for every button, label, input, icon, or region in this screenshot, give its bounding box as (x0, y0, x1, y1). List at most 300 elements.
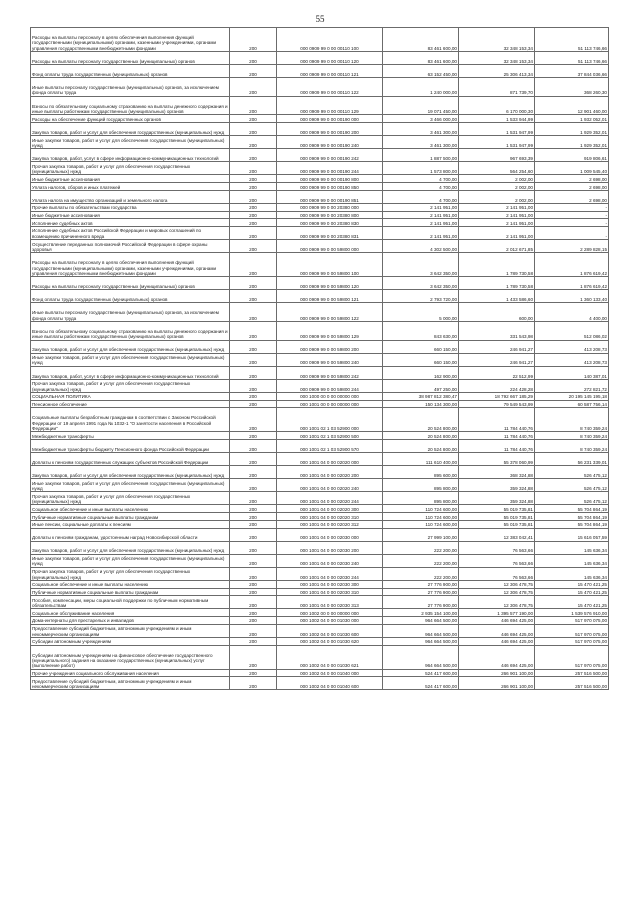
row-budget-code: 000 0909 99 0 00 59800 129 (277, 321, 383, 340)
row-budget-code: 000 0909 99 0 00 59800 200 (277, 340, 383, 353)
row-approved-amount: 20 524 800,00 (383, 408, 459, 432)
row-budget-code: 000 0909 99 0 00 59800 120 (277, 277, 383, 290)
row-remaining-amount: 60 587 756,14 (535, 400, 609, 408)
row-name: Иные выплаты персоналу государственных (муниципальных) органов, за исключением фонда оплаты труда (31, 303, 230, 322)
row-budget-code: 000 1001 04 0 00 02030 300 (277, 580, 383, 588)
row-line-code: 200 (230, 340, 277, 353)
row-name: Предоставление субсидий бюджетным, автономным учреждениям и иным некоммерческим организациям (31, 677, 230, 690)
row-remaining-amount: 272 821,72 (535, 379, 609, 392)
row-executed-amount: 25 306 413,34 (459, 65, 535, 78)
row-executed-amount: 55 019 735,81 (459, 520, 535, 528)
row-name: Закупка товаров, работ и услуг для обеспечения государственных (муниципальных) нужд (31, 123, 230, 136)
row-approved-amount: 4 700,00 (383, 175, 459, 183)
row-budget-code: 000 0909 99 0 00 59800 000 (277, 240, 383, 253)
table-row (31, 321, 609, 340)
budget-table (30, 27, 609, 690)
row-line-code: 200 (230, 588, 277, 596)
row-executed-amount: 224 428,28 (459, 379, 535, 392)
row-remaining-amount: - (535, 211, 609, 219)
row-line-code: 200 (230, 513, 277, 521)
row-line-code: 200 (230, 669, 277, 677)
row-name: Межбюджетные трансферты (31, 432, 230, 440)
row-executed-amount: 12 306 478,75 (459, 580, 535, 588)
row-remaining-amount: 145 636,34 (535, 554, 609, 567)
table-row (31, 366, 609, 379)
row-line-code: 200 (230, 96, 277, 115)
row-name: Исполнение судебных актов (31, 219, 230, 227)
row-name: Расходы на обеспечение функций государственных органов (31, 115, 230, 123)
row-executed-amount: 76 563,66 (459, 554, 535, 567)
row-approved-amount: 895 600,00 (383, 466, 459, 479)
row-budget-code: 000 1002 04 0 00 01030 621 (277, 645, 383, 669)
row-remaining-amount: 2 698,00 (535, 183, 609, 191)
table-row (31, 400, 609, 408)
row-line-code: 200 (230, 439, 277, 452)
row-remaining-amount: 1 932 052,01 (535, 115, 609, 123)
row-approved-amount: 660 150,00 (383, 340, 459, 353)
row-remaining-amount: 517 970 075,00 (535, 624, 609, 637)
row-remaining-amount: 2 698,00 (535, 190, 609, 203)
row-name: Закупка товаров, работ и услуг для обеспечения государственных (муниципальных) нужд (31, 466, 230, 479)
row-executed-amount: 11 784 440,76 (459, 439, 535, 452)
row-line-code: 200 (230, 211, 277, 219)
row-approved-amount: 964 664 500,00 (383, 617, 459, 625)
row-approved-amount: 1 240 000,00 (383, 78, 459, 97)
table-row (31, 554, 609, 567)
row-name: Уплата налогов, сборов и иных платежей (31, 183, 230, 191)
row-approved-amount: 2 141 951,00 (383, 211, 459, 219)
row-budget-code: 000 1001 04 0 00 02020 000 (277, 453, 383, 466)
row-approved-amount: 222 200,00 (383, 541, 459, 554)
row-budget-code: 000 0909 99 0 00 00110 129 (277, 96, 383, 115)
row-line-code: 200 (230, 541, 277, 554)
table-row (31, 677, 609, 690)
table-row (31, 123, 609, 136)
row-line-code: 200 (230, 136, 277, 149)
row-line-code: 200 (230, 353, 277, 366)
row-budget-code: 000 1002 04 0 00 01030 600 (277, 624, 383, 637)
row-name: Фонд оплаты труда государственных (муниципальных) органов (31, 290, 230, 303)
row-line-code: 200 (230, 492, 277, 505)
row-budget-code: 000 0909 99 0 00 20380 830 (277, 219, 383, 227)
row-approved-amount: 110 724 600,00 (383, 505, 459, 513)
row-name: Расходы на выплаты персоналу в целях обеспечения выполнения функций государственными (муниципальными) органами, казенными учреждениями, органами управления государственными внебюджетными фондами (31, 28, 230, 52)
row-remaining-amount: 15 470 421,25 (535, 588, 609, 596)
row-executed-amount: 266 901 100,00 (459, 677, 535, 690)
table-row (31, 65, 609, 78)
table-row (31, 596, 609, 609)
row-name: Доплаты к пенсиям гражданам, удостоенным наград Новосибирской области (31, 528, 230, 541)
row-approved-amount: 38 987 812 380,47 (383, 392, 459, 400)
row-executed-amount: 246 941,27 (459, 340, 535, 353)
table-row (31, 637, 609, 645)
table-row (31, 645, 609, 669)
row-name: Публичные нормативные социальные выплаты гражданам (31, 588, 230, 596)
row-budget-code: 000 1002 04 0 00 01030 620 (277, 637, 383, 645)
table-row (31, 52, 609, 65)
row-approved-amount: 3 642 350,00 (383, 277, 459, 290)
row-approved-amount: 497 250,00 (383, 379, 459, 392)
row-executed-amount: 600,00 (459, 303, 535, 322)
row-budget-code: 000 1002 00 0 00 00000 000 (277, 609, 383, 617)
row-approved-amount: 110 724 600,00 (383, 513, 459, 521)
row-line-code: 200 (230, 408, 277, 432)
table-row (31, 520, 609, 528)
row-line-code: 200 (230, 677, 277, 690)
table-row (31, 588, 609, 596)
table-row (31, 115, 609, 123)
row-name: Фонд оплаты труда государственных (муниципальных) органов (31, 65, 230, 78)
row-executed-amount: 246 941,27 (459, 353, 535, 366)
row-budget-code: 000 1001 02 1 03 52900 570 (277, 439, 383, 452)
row-line-code: 200 (230, 123, 277, 136)
row-line-code: 200 (230, 240, 277, 253)
row-name: Публичные нормативные социальные выплаты гражданам (31, 513, 230, 521)
row-executed-amount: 1 433 586,60 (459, 290, 535, 303)
row-budget-code: 000 1002 04 0 00 01040 000 (277, 669, 383, 677)
row-remaining-amount: 1 929 352,01 (535, 123, 609, 136)
row-budget-code: 000 1001 04 0 00 02020 240 (277, 479, 383, 492)
table-row (31, 528, 609, 541)
row-remaining-amount: 517 970 075,00 (535, 617, 609, 625)
table-row (31, 392, 609, 400)
row-approved-amount: 2 793 720,00 (383, 290, 459, 303)
row-budget-code: 000 1000 00 0 00 00000 000 (277, 392, 383, 400)
table-row (31, 567, 609, 580)
row-approved-amount: 895 800,00 (383, 479, 459, 492)
row-line-code: 200 (230, 624, 277, 637)
row-remaining-amount: 1 360 133,40 (535, 290, 609, 303)
row-name: Социальное обслуживание населения (31, 609, 230, 617)
row-name: Пособия, компенсации, меры социальной поддержки по публичным нормативным обязательствам (31, 596, 230, 609)
row-line-code: 200 (230, 175, 277, 183)
row-budget-code: 000 0909 99 0 00 59800 100 (277, 253, 383, 277)
row-executed-amount: 359 324,88 (459, 492, 535, 505)
row-name: Социальные выплаты безработным гражданам в соответствии с Законом Российской Федерации от 19 апреля 1991 года № 1032-1 "О занятости населения в Российской Федерации" (31, 408, 230, 432)
row-budget-code: 000 1001 04 0 00 02020 310 (277, 513, 383, 521)
row-name: Субсидии автономным учреждениям (31, 637, 230, 645)
row-executed-amount: 12 306 478,75 (459, 596, 535, 609)
table-row (31, 290, 609, 303)
row-name: Прочая закупка товаров, работ и услуг для обеспечения государственных (муниципальных) нужд (31, 379, 230, 392)
table-row (31, 541, 609, 554)
table-row (31, 253, 609, 277)
row-name: Иные бюджетные ассигнования (31, 175, 230, 183)
row-executed-amount: 2 141 951,00 (459, 226, 535, 239)
row-name: Доплаты к пенсиям государственных служащих субъектов Российской Федерации (31, 453, 230, 466)
row-remaining-amount: 413 208,73 (535, 340, 609, 353)
row-name: Социальное обеспечение и иные выплаты населению (31, 505, 230, 513)
row-approved-amount: 5 000,00 (383, 303, 459, 322)
table-row (31, 211, 609, 219)
row-executed-amount: 564 254,60 (459, 162, 535, 175)
row-budget-code: 000 1001 04 0 00 02020 312 (277, 520, 383, 528)
row-executed-amount: 76 563,66 (459, 541, 535, 554)
row-budget-code: 000 0909 99 0 00 59800 242 (277, 366, 383, 379)
row-budget-code: 000 1001 04 0 00 02030 000 (277, 528, 383, 541)
row-name: Закупка товаров, работ и услуг для обеспечения государственных (муниципальных) нужд (31, 541, 230, 554)
row-approved-amount: 964 664 500,00 (383, 624, 459, 637)
table-row (31, 190, 609, 203)
row-executed-amount: 2 002,00 (459, 183, 535, 191)
budget-table-body (31, 28, 609, 690)
row-remaining-amount: 8 740 359,24 (535, 432, 609, 440)
row-budget-code: 000 1001 04 0 00 02020 300 (277, 505, 383, 513)
row-approved-amount: 110 724 600,00 (383, 520, 459, 528)
row-remaining-amount: 55 704 864,19 (535, 513, 609, 521)
row-line-code: 200 (230, 303, 277, 322)
row-executed-amount: 11 784 440,76 (459, 408, 535, 432)
row-budget-code: 000 0909 99 0 00 00110 100 (277, 28, 383, 52)
table-row (31, 513, 609, 521)
row-remaining-amount: 51 113 746,66 (535, 52, 609, 65)
row-budget-code: 000 1001 04 0 00 02030 310 (277, 588, 383, 596)
table-row (31, 136, 609, 149)
row-remaining-amount: 1 539 576 910,00 (535, 609, 609, 617)
row-remaining-amount: 2 698,00 (535, 175, 609, 183)
row-budget-code: 000 0909 99 0 00 00190 851 (277, 190, 383, 203)
table-row (31, 609, 609, 617)
row-remaining-amount: 12 901 460,00 (535, 96, 609, 115)
row-remaining-amount: 1 876 619,42 (535, 277, 609, 290)
row-budget-code: 000 1001 04 0 00 02030 313 (277, 596, 383, 609)
row-approved-amount: 2 141 951,00 (383, 203, 459, 211)
row-line-code: 200 (230, 645, 277, 669)
row-budget-code: 000 1001 00 0 00 00000 000 (277, 400, 383, 408)
row-remaining-amount: 145 636,34 (535, 567, 609, 580)
row-line-code: 200 (230, 617, 277, 625)
row-budget-code: 000 1001 02 1 03 52900 500 (277, 432, 383, 440)
row-approved-amount: 964 664 500,00 (383, 637, 459, 645)
row-line-code: 200 (230, 400, 277, 408)
row-line-code: 200 (230, 637, 277, 645)
row-executed-amount: 967 693,39 (459, 149, 535, 162)
row-line-code: 200 (230, 78, 277, 97)
row-line-code: 200 (230, 609, 277, 617)
row-name: Прочая закупка товаров, работ и услуг для обеспечения государственных (муниципальных) нужд (31, 492, 230, 505)
table-row (31, 580, 609, 588)
row-name: Иные закупки товаров, работ и услуг для обеспечения государственных (муниципальных) нужд (31, 479, 230, 492)
row-remaining-amount: 517 970 075,00 (535, 637, 609, 645)
row-line-code: 200 (230, 65, 277, 78)
row-name: Прочая закупка товаров, работ и услуг для обеспечения государственных (муниципальных) нужд (31, 567, 230, 580)
table-row (31, 492, 609, 505)
row-approved-amount: 20 524 800,00 (383, 439, 459, 452)
row-remaining-amount: 37 844 036,66 (535, 65, 609, 78)
table-row (31, 617, 609, 625)
row-line-code: 200 (230, 253, 277, 277)
row-approved-amount: 3 461 300,00 (383, 123, 459, 136)
row-remaining-amount: - (535, 226, 609, 239)
row-executed-amount: 1 789 730,58 (459, 253, 535, 277)
row-budget-code: 000 0909 99 0 00 59800 122 (277, 303, 383, 322)
row-executed-amount: 1 533 944,99 (459, 115, 535, 123)
row-executed-amount: 331 543,98 (459, 321, 535, 340)
row-executed-amount: 2 141 951,00 (459, 203, 535, 211)
row-remaining-amount: 368 260,30 (535, 78, 609, 97)
row-budget-code: 000 0909 99 0 00 00190 850 (277, 183, 383, 191)
row-line-code: 200 (230, 596, 277, 609)
row-remaining-amount: 15 470 421,25 (535, 596, 609, 609)
row-line-code: 200 (230, 528, 277, 541)
row-budget-code: 000 0909 99 0 00 00190 242 (277, 149, 383, 162)
table-row (31, 466, 609, 479)
row-budget-code: 000 1001 04 0 00 02030 200 (277, 541, 383, 554)
row-remaining-amount: 413 208,73 (535, 353, 609, 366)
row-executed-amount: 12 383 042,41 (459, 528, 535, 541)
table-row (31, 203, 609, 211)
page-number: 55 (315, 14, 325, 24)
row-budget-code: 000 0909 99 0 00 00110 122 (277, 78, 383, 97)
row-remaining-amount: 1 929 352,01 (535, 136, 609, 149)
row-budget-code: 000 0909 99 0 00 59800 240 (277, 353, 383, 366)
row-budget-code: 000 1001 02 1 03 52900 000 (277, 408, 383, 432)
row-name: Пенсионное обеспечение (31, 400, 230, 408)
row-remaining-amount: 55 704 864,19 (535, 520, 609, 528)
row-executed-amount: 446 694 425,00 (459, 637, 535, 645)
row-name: Осуществление переданных полномочий Российской Федерации в сфере охраны здоровья (31, 240, 230, 253)
table-row (31, 669, 609, 677)
table-row (31, 175, 609, 183)
row-executed-amount: 368 324,88 (459, 466, 535, 479)
row-approved-amount: 83 461 600,00 (383, 28, 459, 52)
row-approved-amount: 1 573 800,00 (383, 162, 459, 175)
row-remaining-amount: 8 740 359,24 (535, 408, 609, 432)
row-line-code: 200 (230, 505, 277, 513)
row-approved-amount: 660 150,00 (383, 353, 459, 366)
row-name: Расходы на выплаты персоналу в целях обеспечения выполнения функций государственными (муниципальными) органами, казенными учреждениями, органами управления государственными внебюджетными фондами (31, 253, 230, 277)
row-executed-amount: 446 694 425,00 (459, 645, 535, 669)
row-approved-amount: 150 134 300,00 (383, 400, 459, 408)
row-line-code: 200 (230, 226, 277, 239)
row-approved-amount: 3 466 000,00 (383, 115, 459, 123)
row-line-code: 200 (230, 392, 277, 400)
row-line-code: 200 (230, 466, 277, 479)
row-approved-amount: 1 887 500,00 (383, 149, 459, 162)
table-row (31, 340, 609, 353)
row-approved-amount: 895 800,00 (383, 492, 459, 505)
row-name: Уплата налога на имущество организаций и земельного налога (31, 190, 230, 203)
row-executed-amount: 76 563,66 (459, 567, 535, 580)
row-budget-code: 000 0909 99 0 00 00110 120 (277, 52, 383, 65)
row-remaining-amount: 257 516 500,00 (535, 677, 609, 690)
row-name: СОЦИАЛЬНАЯ ПОЛИТИКА (31, 392, 230, 400)
row-name: Закупка товаров, работ, услуг в сфере информационно-коммуникационных технологий (31, 366, 230, 379)
row-remaining-amount: 1 009 545,40 (535, 162, 609, 175)
table-row (31, 353, 609, 366)
row-budget-code: 000 0909 99 0 00 59800 244 (277, 379, 383, 392)
table-row (31, 162, 609, 175)
row-budget-code: 000 0909 99 0 00 00190 244 (277, 162, 383, 175)
row-remaining-amount: 51 113 746,66 (535, 28, 609, 52)
row-line-code: 200 (230, 183, 277, 191)
table-row (31, 240, 609, 253)
row-name: Расходы на выплаты персоналу государственных (муниципальных) органов (31, 52, 230, 65)
row-name: Дома-интернаты для престарелых и инвалидов (31, 617, 230, 625)
row-line-code: 200 (230, 149, 277, 162)
row-executed-amount: 32 348 153,34 (459, 28, 535, 52)
row-budget-code: 000 0909 99 0 00 00190 000 (277, 115, 383, 123)
row-approved-amount: 162 900,00 (383, 366, 459, 379)
row-approved-amount: 3 642 350,00 (383, 253, 459, 277)
row-name: Иные бюджетные ассигнования (31, 211, 230, 219)
row-remaining-amount: 15 470 421,25 (535, 580, 609, 588)
row-name: Предоставление субсидий бюджетным, автономным учреждениям и иным некоммерческим организациям (31, 624, 230, 637)
row-executed-amount: 1 789 730,58 (459, 277, 535, 290)
row-approved-amount: 20 524 800,00 (383, 432, 459, 440)
row-line-code: 200 (230, 379, 277, 392)
row-line-code: 200 (230, 479, 277, 492)
row-line-code: 200 (230, 580, 277, 588)
row-executed-amount: 2 002,00 (459, 175, 535, 183)
row-executed-amount: 55 019 735,81 (459, 505, 535, 513)
row-executed-amount: 2 002,00 (459, 190, 535, 203)
row-approved-amount: 2 141 951,00 (383, 226, 459, 239)
row-remaining-amount: 517 970 075,00 (535, 645, 609, 669)
row-budget-code: 000 0909 99 0 00 20380 800 (277, 211, 383, 219)
table-row (31, 624, 609, 637)
row-budget-code: 000 0909 99 0 00 20380 000 (277, 203, 383, 211)
row-remaining-amount: 15 616 057,59 (535, 528, 609, 541)
row-executed-amount: 2 141 951,00 (459, 211, 535, 219)
row-remaining-amount: 20 195 145 195,18 (535, 392, 609, 400)
row-name: Иные закупки товаров, работ и услуг для обеспечения государственных (муниципальных) нужд (31, 353, 230, 366)
row-remaining-amount: 919 806,61 (535, 149, 609, 162)
row-approved-amount: 4 700,00 (383, 190, 459, 203)
row-line-code: 200 (230, 453, 277, 466)
row-budget-code: 000 0909 99 0 00 00190 800 (277, 175, 383, 183)
row-name: Исполнение судебных актов Российской Федерации и мировых соглашений по возмещению причиненного вреда (31, 226, 230, 239)
row-remaining-amount: 56 231 339,01 (535, 453, 609, 466)
row-executed-amount: 1 531 947,99 (459, 136, 535, 149)
row-name: Расходы на выплаты персоналу государственных (муниципальных) органов (31, 277, 230, 290)
row-executed-amount: 1 531 947,99 (459, 123, 535, 136)
row-budget-code: 000 1002 04 0 00 01030 000 (277, 617, 383, 625)
table-row (31, 432, 609, 440)
row-approved-amount: 3 461 300,00 (383, 136, 459, 149)
row-approved-amount: 27 776 900,00 (383, 588, 459, 596)
row-approved-amount: 843 630,00 (383, 321, 459, 340)
row-remaining-amount: 526 475,12 (535, 466, 609, 479)
table-row (31, 303, 609, 322)
table-row (31, 479, 609, 492)
row-executed-amount: 266 901 100,00 (459, 669, 535, 677)
row-approved-amount: 524 417 600,00 (383, 677, 459, 690)
table-row (31, 96, 609, 115)
row-remaining-amount: 2 289 828,15 (535, 240, 609, 253)
row-line-code: 200 (230, 554, 277, 567)
row-name: Взносы по обязательному социальному страхованию на выплаты денежного содержания и иные выплаты работникам государственных (муниципальных) органов (31, 321, 230, 340)
row-line-code: 200 (230, 432, 277, 440)
row-budget-code: 000 1001 04 0 00 02020 244 (277, 492, 383, 505)
row-executed-amount: 1 395 577 190,00 (459, 609, 535, 617)
row-executed-amount: 359 324,88 (459, 479, 535, 492)
row-name: Иные выплаты персоналу государственных (муниципальных) органов, за исключением фонда оплаты труда (31, 78, 230, 97)
table-row (31, 28, 609, 52)
row-line-code: 200 (230, 115, 277, 123)
row-name: Межбюджетные трансферты бюджету Пенсионного фонда Российской Федерации (31, 439, 230, 452)
row-remaining-amount: 4 400,00 (535, 303, 609, 322)
table-row (31, 277, 609, 290)
row-approved-amount: 4 700,00 (383, 183, 459, 191)
row-line-code: 200 (230, 290, 277, 303)
row-name: Взносы по обязательному социальному страхованию на выплаты денежного содержания и иные выплаты работникам государственных (муниципальных) органов (31, 96, 230, 115)
row-remaining-amount: 140 387,01 (535, 366, 609, 379)
row-approved-amount: 27 999 100,00 (383, 528, 459, 541)
table-row (31, 219, 609, 227)
row-remaining-amount: 257 516 500,00 (535, 669, 609, 677)
row-remaining-amount: 526 475,12 (535, 479, 609, 492)
